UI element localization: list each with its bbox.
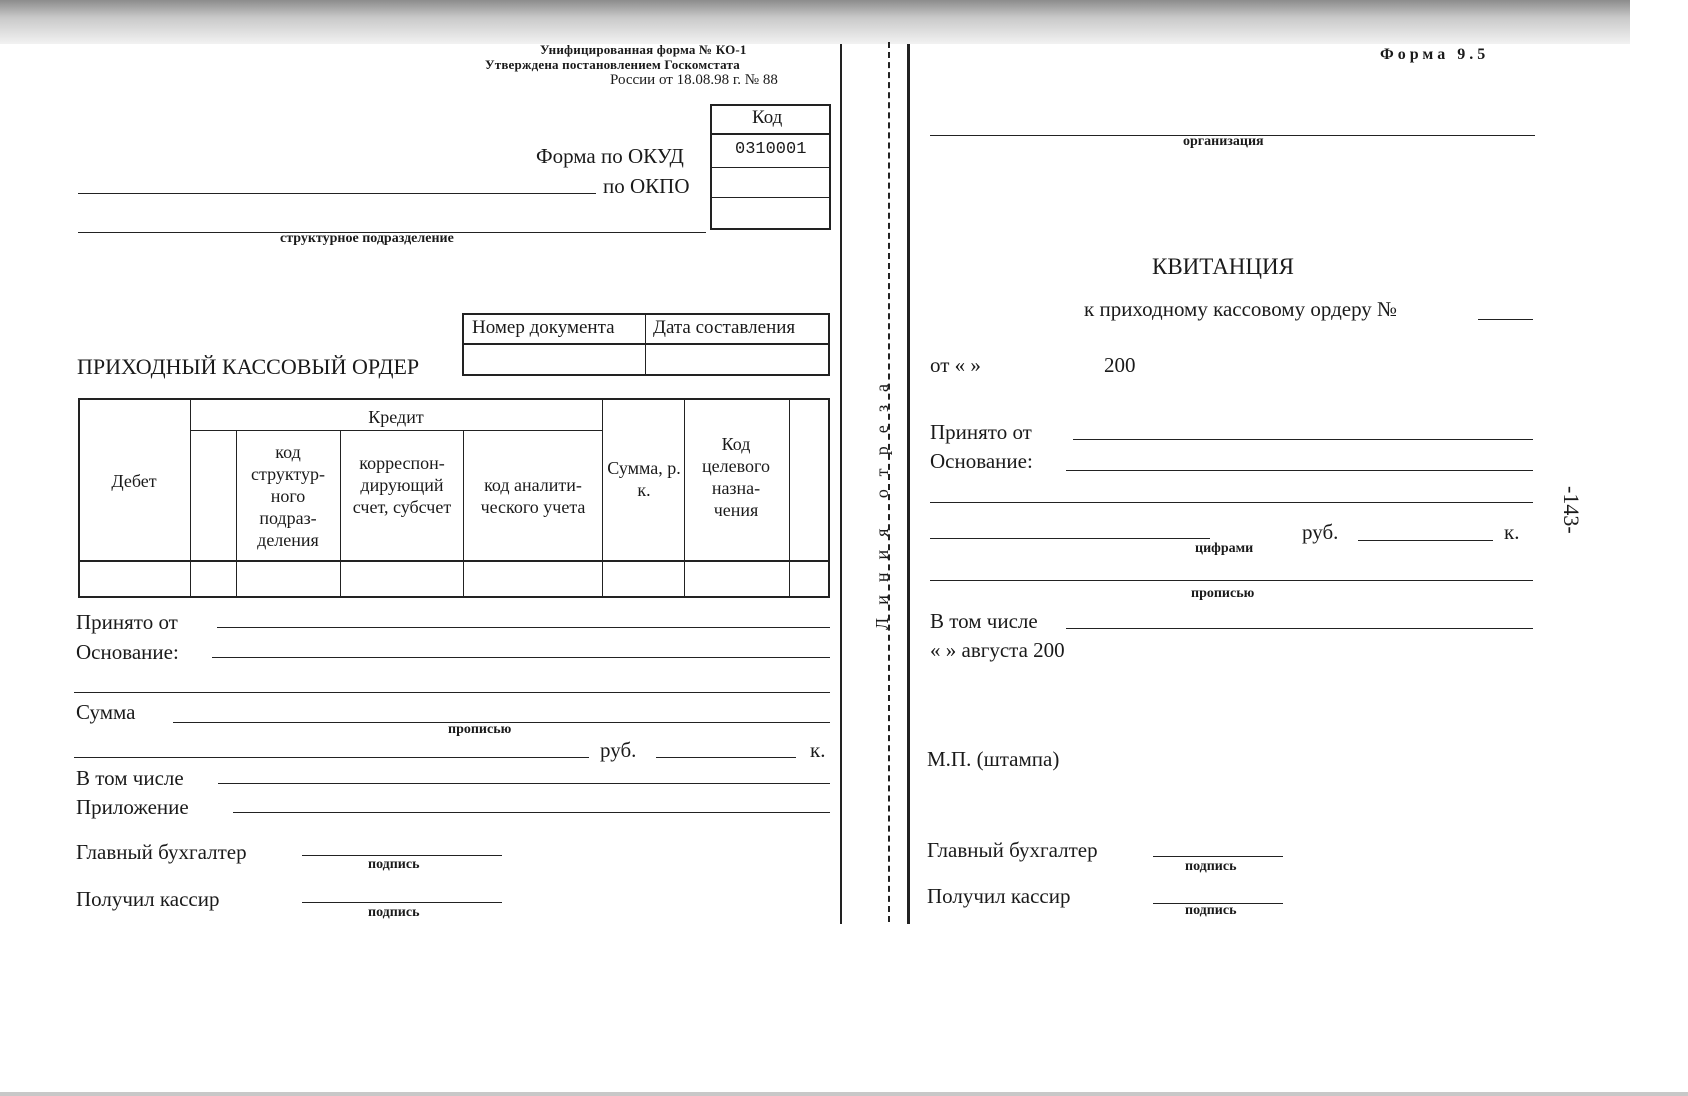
in-words-line-right[interactable] [930, 580, 1533, 581]
left-border-line [840, 44, 842, 924]
scan-shadow [0, 0, 1630, 44]
sum-line-2[interactable] [74, 757, 589, 758]
okud-value: 0310001 [735, 140, 807, 159]
kop-label: к. [810, 738, 826, 762]
credit-header: Кредит [368, 407, 424, 427]
unified-form-label: Унифицированная форма № КО-1 [540, 42, 747, 57]
forma-label: Форма 9.5 [1380, 46, 1490, 63]
basis-line-right-2[interactable] [930, 502, 1533, 503]
doc-table-divider [462, 343, 830, 345]
attachment-label: Приложение [76, 795, 189, 819]
col-analytic: код аналити-ческого учета [480, 475, 586, 517]
figures-line[interactable] [930, 538, 1210, 539]
chief-signature-line[interactable] [302, 855, 502, 856]
kop-line[interactable] [656, 757, 796, 758]
chief-signature-line-right[interactable] [1153, 856, 1283, 857]
in-words-caption-right: прописью [1191, 586, 1255, 601]
code-divider [710, 167, 831, 168]
rub-label: руб. [600, 738, 637, 762]
cashier-signature-line[interactable] [302, 902, 502, 903]
table-col [463, 430, 464, 598]
cashier-label: Получил кассир [76, 887, 220, 911]
in-words-caption: прописью [448, 722, 512, 737]
table-col [190, 398, 191, 598]
okpo-label: по ОКПО [603, 174, 690, 198]
order-title: ПРИХОДНЫЙ КАССОВЫЙ ОРДЕР [77, 354, 420, 379]
organization-caption: организация [1183, 134, 1264, 149]
sum-label: Сумма [76, 700, 136, 724]
stamp-label: М.П. (штампа) [927, 747, 1060, 771]
from-date: от « » [930, 353, 981, 377]
signature-caption-right: подпись [1185, 859, 1237, 874]
cashier-label-right: Получил кассир [927, 884, 1071, 908]
table-col [340, 430, 341, 598]
date-header: Дата составления [653, 317, 796, 338]
received-from-line[interactable] [217, 627, 830, 628]
scan-edge [0, 1092, 1688, 1096]
col-struct-code: код структур-ного подраз-деления [251, 442, 325, 550]
okud-label: Форма по ОКУД [536, 144, 684, 168]
chief-accountant-label: Главный бухгалтер [76, 840, 247, 864]
receipt-subtitle: к приходному кассовому ордеру № [1084, 297, 1398, 321]
from-year: 200 [1104, 353, 1136, 377]
russia-date-label: России от 18.08.98 г. № 88 [610, 72, 778, 88]
col-purpose: Код целевого назна-чения [702, 434, 770, 520]
order-number-line[interactable] [1478, 319, 1533, 320]
debit-header: Дебет [111, 471, 157, 491]
code-header: Код [752, 107, 783, 128]
kop-label-right: к. [1504, 520, 1520, 544]
doc-table-col [645, 313, 646, 376]
scan-margin [1630, 0, 1688, 1089]
including-line-right[interactable] [1066, 628, 1533, 629]
col-sum: Сумма, р. к. [607, 458, 681, 500]
cut-line-label: Линия отреза [872, 370, 892, 630]
table-col [602, 398, 603, 598]
approved-label: Утверждена постановлением Госкомстата [485, 57, 740, 72]
including-label: В том числе [76, 766, 184, 790]
received-from-label-right: Принято от [930, 420, 1032, 444]
right-border-line [907, 44, 910, 924]
basis-line-right[interactable] [1066, 470, 1533, 471]
signature-caption: подпись [368, 857, 420, 872]
attachment-line[interactable] [233, 812, 830, 813]
code-divider [710, 197, 831, 198]
signature-caption-2: подпись [368, 905, 420, 920]
table-col [684, 398, 685, 598]
signature-caption-right-2: подпись [1185, 903, 1237, 918]
organization-line [78, 193, 596, 194]
kop-line-right[interactable] [1358, 540, 1493, 541]
credit-divider [190, 430, 602, 431]
basis-line-2[interactable] [74, 692, 830, 693]
rub-label-right: руб. [1302, 520, 1339, 544]
received-from-line-right[interactable] [1073, 439, 1533, 440]
code-divider [710, 133, 831, 135]
including-line[interactable] [218, 783, 830, 784]
table-col [789, 398, 790, 598]
receipt-title: КВИТАНЦИЯ [1152, 254, 1294, 279]
col-corr-account: корреспон-дирующий счет, субсчет [352, 453, 452, 517]
basis-line[interactable] [212, 657, 830, 658]
received-from-label: Принято от [76, 610, 178, 634]
in-figures-caption: цифрами [1195, 541, 1254, 556]
doc-number-header: Номер документа [472, 317, 615, 338]
page-number: -143- [1559, 486, 1584, 534]
chief-accountant-label-right: Главный бухгалтер [927, 838, 1098, 862]
including-label-right: В том числе [930, 609, 1038, 633]
basis-label-right: Основание: [930, 449, 1033, 473]
basis-label: Основание: [76, 640, 179, 664]
table-col [236, 430, 237, 598]
date-line-right: « » августа 200 [930, 638, 1065, 662]
structural-unit-caption: структурное подразделение [280, 231, 454, 246]
